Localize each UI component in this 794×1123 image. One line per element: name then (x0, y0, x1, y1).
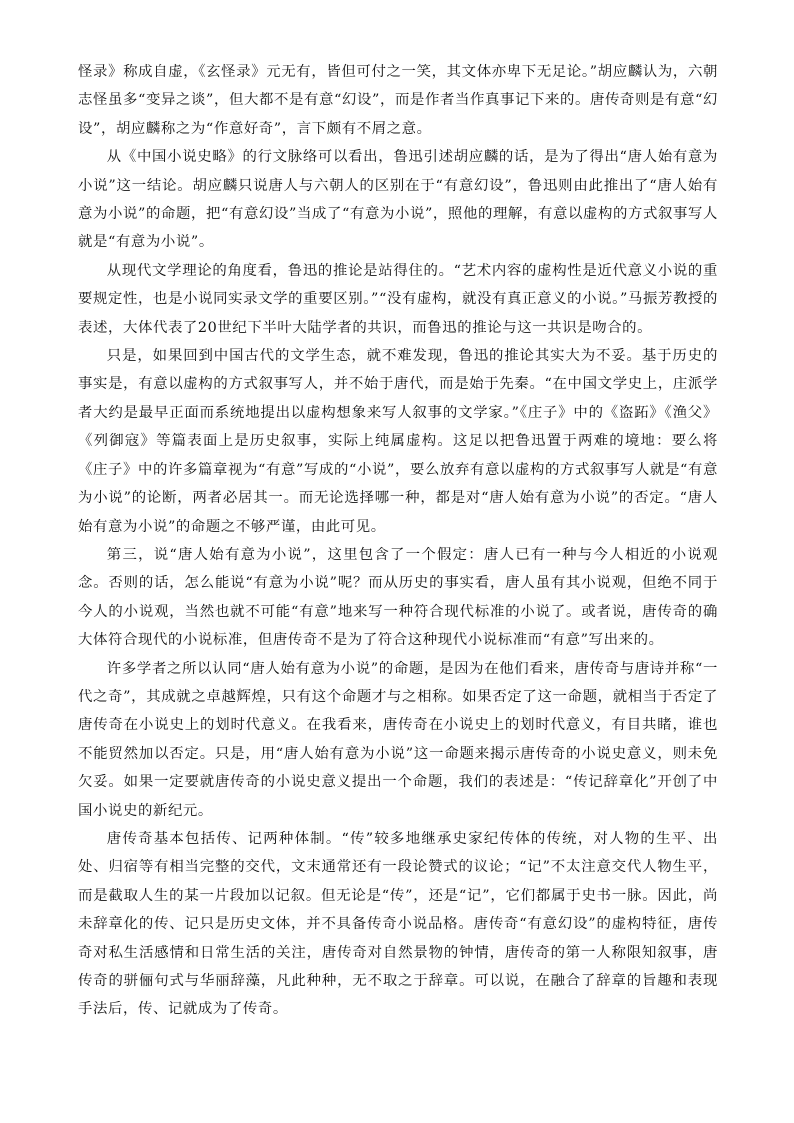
paragraph-6: 许多学者之所以认同“唐人始有意为小说”的命题，是因为在他们看来，唐传奇与唐诗并称“一代之奇”，其成就之卓越辉煌，只有这个命题才与之相称。如果否定了这一命题，就相当于否定了唐传奇在小说史上的划时代意义。在我看来，唐传奇在小说史上的划时代意义，有目共睹，谁也不能贸然加以否定。只是，用“唐人始有意为小说”这一命题来揭示唐传奇的小说史意义，则未免欠妥。如果一定要就唐传奇的小说史意义提出一个命题，我们的表述是：“传记辞章化”开创了中国小说史的新纪元。 (78, 660, 718, 819)
paragraph-5: 第三，说“唐人始有意为小说”，这里包含了一个假定：唐人已有一种与今人相近的小说观念。否则的话，怎么能说“有意为小说”呢？而从历史的事实看，唐人虽有其小说观，但绝不同于今人的小说观，当然也就不可能“有意”地来写一种符合现代标准的小说了。或者说，唐传奇的确大体符合现代的小说标准，但唐传奇不是为了符合这种现代小说标准而“有意”写出来的。 (78, 546, 718, 649)
article-body (78, 58, 718, 1024)
paragraph-1: 怪录》称成自虚，《玄怪录》元无有，皆但可付之一笑，其文体亦卑下无足论。”胡应麟认为，六朝志怪虽多“变异之谈”，但大都不是有意“幻设”，而是作者当作真事记下来的。唐传奇则是有意“幻设”，胡应麟称之为“作意好奇”，言下颇有不屑之意。 (78, 64, 718, 137)
paragraph-4: 只是，如果回到中国古代的文学生态，就不难发现，鲁迅的推论其实大为不妥。基于历史的事实是，有意以虚构的方式叙事写人，并不始于唐代，而是始于先秦。“在中国文学史上，庄派学者大约是最早正面而系统地提出以虚构想象来写人叙事的文学家。”《庄子》中的《盗跖》《渔父》《列御寇》等篇表面上是历史叙事，实际上纯属虚构。这足以把鲁迅置于两难的境地：要么将《庄子》中的许多篇章视为“有意”写成的“小说”，要么放弃有意以虚构的方式叙事写人就是“有意为小说”的论断，两者必居其一。而无论选择哪一种，都是对“唐人始有意为小说”的否定。“唐人始有意为小说”的命题之不够严谨，由此可见。 (78, 348, 718, 535)
paragraph-7: 唐传奇基本包括传、记两种体制。“传”较多地继承史家纪传体的传统，对人物的生平、出处、归宿等有相当完整的交代，文末通常还有一段论赞式的议论；“记”不太注意交代人物生平，而是截取人生的某一片段加以记叙。但无论是“传”，还是“记”，它们都属于史书一脉。因此，尚未辞章化的传、记只是历史文体，并不具备传奇小说品格。唐传奇“有意幻设”的虚构特征，唐传奇对私生活感情和日常生活的关注，唐传奇对自然景物的钟情，唐传奇的第一人称限知叙事，唐传奇的骈俪句式与华丽辞藻，凡此种种，无不取之于辞章。可以说，在融合了辞章的旨趣和表现手法后，传、记就成为了传奇。 (78, 830, 718, 1018)
paragraph-2: 从《中国小说史略》的行文脉络可以看出，鲁迅引述胡应麟的话，是为了得出“唐人始有意为小说”这一结论。胡应麟只说唐人与六朝人的区别在于“有意幻设”，鲁迅则由此推出了“唐人始有意为小说”的命题，把“有意幻设”当成了“有意为小说”，照他的理解，有意以虚构的方式叙事写人就是“有意为小说”。 (78, 149, 718, 251)
paragraph-3: 从现代文学理论的角度看，鲁迅的推论是站得住的。“艺术内容的虚构性是近代意义小说的重要规定性，也是小说同实录文学的重要区别。”“没有虚构，就没有真正意义的小说。”马振芳教授的表述，大体代表了20世纪下半叶大陆学者的共识，而鲁迅的推论与这一共识是吻合的。 (78, 262, 718, 336)
